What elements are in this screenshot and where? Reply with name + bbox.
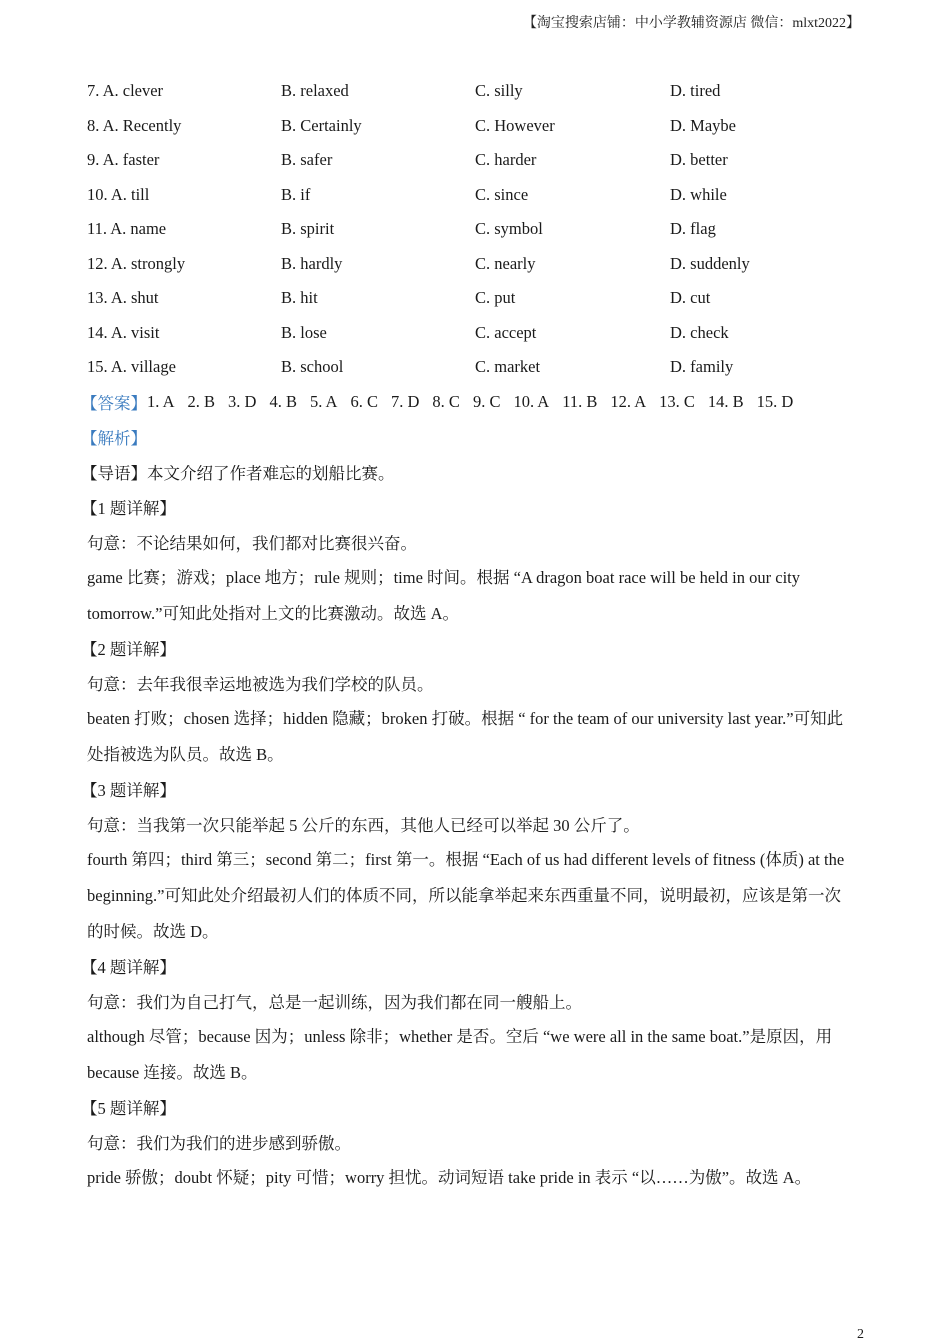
option-cell: B. hit bbox=[281, 288, 318, 308]
answer-item: 4. B bbox=[269, 392, 297, 411]
answer-item: 15. D bbox=[756, 392, 794, 411]
option-cell: C. nearly bbox=[475, 253, 536, 273]
analysis-heading bbox=[81, 420, 867, 455]
option-cell: C. since bbox=[475, 184, 529, 204]
option-row bbox=[87, 316, 867, 351]
answer-item: 8. C bbox=[432, 392, 460, 411]
answer-row bbox=[81, 385, 867, 420]
option-cell: B. Certainly bbox=[281, 115, 362, 135]
detail-meaning: 句意：去年我很幸运地被选为我们学校的队员。 bbox=[87, 675, 434, 694]
option-cell: 11. A. name bbox=[87, 219, 167, 239]
detail-title-text: 【1 题详解】 bbox=[81, 499, 176, 518]
detail-title bbox=[81, 490, 867, 525]
option-cell: D. suddenly bbox=[670, 253, 750, 273]
answer-item: 13. C bbox=[659, 392, 695, 411]
option-row bbox=[87, 74, 867, 109]
option-cell: C. symbol bbox=[475, 219, 543, 239]
analysis-label: 【解析】 bbox=[81, 429, 147, 448]
detail-title-text: 【4 题详解】 bbox=[81, 958, 176, 977]
option-cell: B. lose bbox=[281, 322, 327, 342]
option-cell: D. better bbox=[670, 150, 728, 170]
option-cell: C. put bbox=[475, 288, 516, 308]
option-cell: C. silly bbox=[475, 81, 523, 101]
detail-explanation-line: tomorrow.”可知此处指对上文的比赛激动。故选 A。 bbox=[87, 603, 459, 623]
option-row bbox=[87, 281, 867, 316]
option-cell: 15. A. village bbox=[87, 357, 176, 377]
detail-explanation-line: beginning.”可知此处介绍最初人们的体质不同，所以能拿举起来东西重量不同，说明最初，应该是第一次 bbox=[87, 885, 841, 905]
page-number: 2 bbox=[857, 1327, 864, 1342]
option-row bbox=[87, 178, 867, 213]
detail-title-text: 【2 题详解】 bbox=[81, 640, 176, 659]
detail-explanation-line: 处指被选为队员。故选 B。 bbox=[87, 744, 284, 764]
option-row bbox=[87, 143, 867, 178]
option-cell: D. check bbox=[670, 322, 729, 342]
guide-text: 【导语】本文介绍了作者难忘的划船比赛。 bbox=[81, 464, 395, 483]
option-cell: B. hardly bbox=[281, 253, 343, 273]
detail-meaning: 句意：我们为自己打气，总是一起训练，因为我们都在同一艘船上。 bbox=[87, 993, 582, 1012]
answer-item: 10. A bbox=[513, 392, 550, 411]
option-cell: 13. A. shut bbox=[87, 288, 159, 308]
option-cell: 7. A. clever bbox=[87, 81, 164, 101]
option-cell: D. while bbox=[670, 184, 727, 204]
option-row bbox=[87, 109, 867, 144]
detail-explanation-line: pride 骄傲；doubt 怀疑；pity 可惜；worry 担忧。动词短语 take pride in 表示 “以……为傲”。故选 A。 bbox=[87, 1167, 812, 1187]
detail-title bbox=[81, 631, 867, 666]
option-cell: D. flag bbox=[670, 219, 716, 239]
option-row bbox=[87, 212, 867, 247]
detail-title bbox=[81, 772, 867, 807]
option-cell: C. accept bbox=[475, 322, 537, 342]
answer-item: 1. A bbox=[147, 392, 175, 411]
detail-explanation-line: although 尽管；because 因为；unless 除非；whether 是否。空后 “we were all in the same boat.”是原因，用 bbox=[87, 1026, 833, 1046]
option-cell: 9. A. faster bbox=[87, 150, 160, 170]
answer-item: 11. B bbox=[562, 392, 598, 411]
option-cell: 14. A. visit bbox=[87, 322, 160, 342]
answer-list bbox=[147, 392, 793, 412]
guide-line bbox=[81, 455, 867, 490]
options-table bbox=[87, 74, 867, 385]
answer-item: 3. D bbox=[228, 392, 257, 411]
answer-item: 7. D bbox=[391, 392, 420, 411]
option-cell: C. However bbox=[475, 115, 555, 135]
details-section bbox=[81, 490, 867, 1196]
detail-title bbox=[81, 949, 867, 984]
option-row bbox=[87, 350, 867, 385]
detail-explanation-line: beaten 打败；chosen 选择；hidden 隐藏；broken 打破。根据 “ for the team of our university last year.”可知此 bbox=[87, 708, 844, 728]
page-header: 【淘宝搜索店铺：中小学教辅资源店 微信：mlxt2022】 bbox=[522, 16, 860, 31]
detail-title bbox=[81, 1090, 867, 1125]
answer-item: 2. B bbox=[187, 392, 216, 411]
answer-label: 【答案】 bbox=[81, 394, 147, 413]
option-cell: B. safer bbox=[281, 150, 333, 170]
option-cell: D. Maybe bbox=[670, 115, 736, 135]
answer-item: 12. A bbox=[610, 392, 647, 411]
detail-meaning: 句意：当我第一次只能举起 5 公斤的东西，其他人已经可以举起 30 公斤了。 bbox=[87, 816, 640, 835]
answer-item: 5. A bbox=[309, 392, 338, 411]
answer-item: 9. C bbox=[472, 392, 501, 411]
option-cell: 12. A. strongly bbox=[87, 253, 186, 273]
detail-explanation-line: fourth 第四；third 第三；second 第二；first 第一。根据 “Each of us had different levels of fitness (体质) at the bbox=[87, 849, 845, 869]
option-cell: B. spirit bbox=[281, 219, 335, 239]
answer-item: 6. C bbox=[350, 392, 378, 411]
detail-explanation-line: because 连接。故选 B。 bbox=[87, 1062, 258, 1082]
option-cell: C. market bbox=[475, 357, 541, 377]
option-cell: D. tired bbox=[670, 81, 721, 101]
detail-explanation-line: game 比赛；游戏；place 地方；rule 规则；time 时间。根据 “A dragon boat race will be held in our city bbox=[87, 567, 801, 587]
option-cell: B. if bbox=[281, 184, 311, 204]
option-cell: D. family bbox=[670, 357, 734, 377]
answer-item: 14. B bbox=[707, 392, 744, 411]
option-cell: D. cut bbox=[670, 288, 711, 308]
option-cell: 8. A. Recently bbox=[87, 115, 182, 135]
option-cell: 10. A. till bbox=[87, 184, 150, 204]
document-body bbox=[81, 74, 867, 1195]
option-cell: C. harder bbox=[475, 150, 537, 170]
detail-title-text: 【5 题详解】 bbox=[81, 1099, 176, 1118]
option-row bbox=[87, 247, 867, 282]
detail-meaning: 句意：我们为我们的进步感到骄傲。 bbox=[87, 1134, 351, 1153]
detail-meaning: 句意：不论结果如何，我们都对比赛很兴奋。 bbox=[87, 534, 417, 553]
detail-explanation-line: 的时候。故选 D。 bbox=[87, 921, 219, 941]
option-cell: B. school bbox=[281, 357, 344, 377]
detail-title-text: 【3 题详解】 bbox=[81, 781, 176, 800]
option-cell: B. relaxed bbox=[281, 81, 349, 101]
